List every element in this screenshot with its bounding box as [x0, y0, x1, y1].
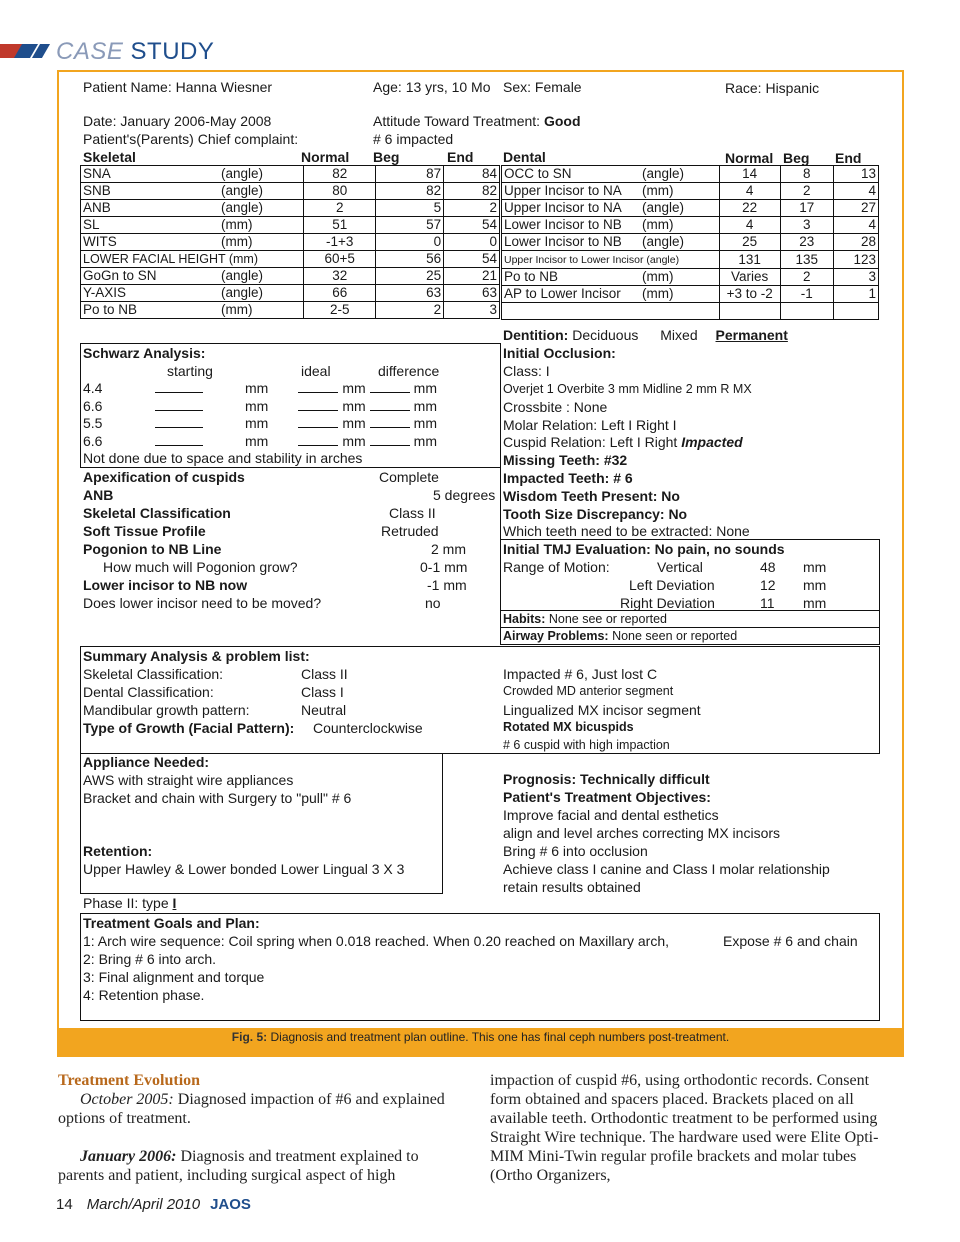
problem-item: Impacted # 6, Just lost C	[503, 666, 658, 682]
occlusion-divider	[500, 343, 501, 539]
skeletal-beg: 82	[376, 183, 444, 200]
summary-title: Summary Analysis & problem list:	[83, 648, 310, 664]
objective-item: retain results obtained	[503, 879, 641, 895]
measure-label: Y-AXIS	[83, 285, 127, 300]
occlusion-title: Initial Occlusion:	[503, 345, 616, 361]
dental-normal: 14	[719, 166, 780, 183]
table-row	[502, 286, 879, 303]
skeletal-normal: 80	[304, 183, 376, 200]
airway: Airway Problems: None seen or reported	[503, 629, 738, 643]
schwarz-col-difference: difference	[378, 363, 440, 379]
dental-measure	[502, 217, 720, 234]
appliance-line1: AWS with straight wire appliances	[83, 772, 294, 788]
retention: Upper Hawley & Lower bonded Lower Lingual 3 X 3	[83, 861, 405, 877]
skeletal-normal: 66	[304, 285, 376, 302]
pogonion-grow-label: How much will Pogonion grow?	[103, 559, 298, 575]
table-row	[81, 285, 500, 302]
paragraph-continued: impaction of cuspid #6, using orthodontic records. Consent form obtained and spacers placed. Brackets placed on all available teeth. Orthodontic treatment to be performed using Straight Wire technique. The hardware used were Elite Opti-MIM Mini-Twin regular profile brackets and molar tubes (Ortho Organizers,	[490, 1072, 879, 1184]
treatment-date: Date: January 2006-May 2008	[83, 113, 272, 129]
tmj-measure-label: Vertical	[657, 559, 703, 575]
skeletal-table	[80, 165, 500, 319]
dental-beg: 2	[780, 269, 833, 286]
skeletal-normal: 2	[304, 200, 376, 217]
skeletal-normal: 60+5	[304, 251, 376, 268]
unit: mm	[245, 415, 269, 431]
dental-table	[501, 165, 879, 320]
plan-side-note: Expose # 6 and chain	[723, 933, 858, 949]
summary-value: Class II	[301, 666, 348, 682]
summary-value: Counterclockwise	[313, 720, 423, 736]
dental-measure	[502, 269, 720, 286]
dental-end: 28	[833, 234, 878, 251]
skeletal-end-header: End	[447, 149, 474, 165]
problem-item: Rotated MX bicuspids	[503, 720, 634, 734]
dental-measure	[502, 166, 720, 183]
tmj-measure-value: 11	[760, 595, 775, 611]
anb-label: ANB	[83, 487, 114, 503]
schwarz-row-blanks	[151, 380, 437, 396]
appliance-title: Appliance Needed:	[83, 754, 210, 770]
measure-label: WITS	[83, 234, 117, 249]
measure-unit: (mm)	[221, 234, 253, 249]
skeletal-measure	[81, 268, 304, 285]
unit: mm	[342, 397, 366, 414]
measure-unit: (mm)	[221, 217, 253, 232]
dental-beg: 23	[780, 234, 833, 251]
unit: mm	[342, 415, 366, 431]
dental-normal-header: Normal	[725, 150, 774, 166]
pogonion-grow-value: 0-1 mm	[420, 559, 468, 575]
schwarz-row-label: 4.4	[83, 380, 103, 396]
measure-unit: (angle)	[642, 234, 685, 249]
dental-beg	[780, 303, 833, 320]
measure-label: Po to NB	[504, 269, 559, 284]
measure-unit: (angle)	[221, 285, 264, 300]
occlusion-class: Class: I	[503, 363, 550, 379]
incisor-move-label: Does lower incisor need to be moved?	[83, 595, 322, 611]
table-row	[502, 183, 879, 200]
skeletal-end: 84	[444, 166, 500, 183]
tmj-measure-label: Left Deviation	[629, 577, 715, 593]
plan-step: 4: Retention phase.	[83, 987, 205, 1003]
dental-end-header: End	[835, 150, 862, 166]
measure-unit: (angle)	[642, 200, 685, 215]
measure-label: SNB	[83, 183, 111, 198]
table-row	[81, 200, 500, 217]
issue: March/April 2010	[86, 1196, 201, 1213]
problem-item: # 6 cuspid with high impaction	[503, 738, 670, 752]
skeletal-header: Skeletal	[83, 149, 136, 165]
dental-beg: 2	[780, 183, 833, 200]
unit: mm	[413, 415, 437, 431]
measure-label: AP to Lower Incisor	[504, 286, 621, 301]
measure-unit: (mm)	[642, 269, 674, 284]
dental-measure	[502, 234, 720, 251]
table-row	[81, 302, 500, 319]
skeletal-beg-header: Beg	[373, 149, 400, 165]
table-row	[502, 269, 879, 286]
measure-unit: (mm)	[642, 183, 674, 198]
impacted-teeth: Impacted Teeth: # 6	[503, 470, 633, 486]
diagnosis-form	[59, 72, 902, 1028]
table-row	[502, 234, 879, 251]
dental-normal: 4	[719, 217, 780, 234]
measure-label: Lower Incisor to NB	[504, 217, 622, 232]
schwarz-box	[80, 343, 501, 468]
objective-item: Bring # 6 into occlusion	[503, 843, 648, 859]
measure-unit: (angle)	[221, 183, 264, 198]
measure-unit: (angle)	[221, 200, 264, 215]
skeletal-class-value: Class II	[389, 505, 436, 521]
table-row	[81, 251, 500, 268]
table-row	[502, 303, 879, 320]
tmj-box	[500, 539, 880, 645]
wisdom-teeth: Wisdom Teeth Present: No	[503, 488, 680, 504]
summary-box	[80, 646, 880, 754]
measure-unit: (angle)	[221, 166, 264, 181]
table-row	[81, 183, 500, 200]
tooth-size: Tooth Size Discrepancy: No	[503, 506, 688, 522]
phase: Phase II: type I	[83, 895, 177, 911]
skeletal-measure	[81, 234, 304, 251]
attitude: Attitude Toward Treatment: Good	[373, 113, 581, 129]
skeletal-normal-header: Normal	[301, 149, 350, 165]
skeletal-beg: 56	[376, 251, 444, 268]
summary-value: Class I	[301, 684, 344, 700]
dental-beg: 3	[780, 217, 833, 234]
table-row	[81, 166, 500, 183]
schwarz-row-label: 6.6	[83, 397, 103, 414]
apex-value: Complete	[379, 469, 439, 485]
table-row	[502, 166, 879, 183]
summary-label: Mandibular growth pattern:	[83, 702, 250, 718]
dental-end: 4	[833, 183, 878, 200]
plan-step: 2: Bring # 6 into arch.	[83, 951, 217, 967]
skeletal-measure	[81, 183, 304, 200]
extraction: Which teeth need to be extracted: None	[503, 523, 750, 539]
measure-unit: (mm)	[642, 286, 674, 301]
dental-measure	[502, 286, 720, 303]
occlusion-overjet: Overjet 1 Overbite 3 mm Midline 2 mm R MX	[503, 382, 752, 396]
incisor-move-value: no	[425, 595, 441, 611]
table-row	[81, 234, 500, 251]
pogonion-value: 2 mm	[431, 541, 466, 557]
dental-beg-header: Beg	[783, 150, 810, 166]
dental-normal: +3 to -2	[719, 286, 780, 303]
dental-measure	[502, 183, 720, 200]
table-row	[81, 268, 500, 285]
skeletal-end: 21	[444, 268, 500, 285]
unit: mm	[245, 380, 269, 396]
measure-unit: (mm)	[221, 302, 253, 317]
skeletal-beg: 63	[376, 285, 444, 302]
schwarz-note: Not done due to space and stability in arches	[83, 450, 363, 466]
tmj-measure-unit: mm	[803, 577, 827, 593]
tmj-measure-unit: mm	[803, 559, 827, 575]
skeletal-measure	[81, 302, 304, 319]
schwarz-title: Schwarz Analysis:	[83, 345, 206, 361]
objective-item: Achieve class I canine and Class I molar relationship	[503, 861, 830, 877]
unit: mm	[342, 380, 366, 396]
dental-end: 1	[833, 286, 878, 303]
missing-teeth: Missing Teeth: #32	[503, 452, 628, 468]
measure-unit: (angle)	[642, 166, 685, 181]
skeletal-beg: 2	[376, 302, 444, 319]
unit: mm	[245, 432, 269, 449]
dental-end: 27	[833, 200, 878, 217]
skeletal-end: 63	[444, 285, 500, 302]
measure-label: Po to NB	[83, 302, 138, 317]
dental-normal: Varies	[719, 269, 780, 286]
schwarz-row-blanks	[151, 415, 437, 431]
dental-end: 4	[833, 217, 878, 234]
measure-unit: (angle)	[221, 268, 264, 283]
measure-label: Upper Incisor to NA	[504, 183, 622, 198]
measure-label: LOWER FACIAL HEIGHT (mm)	[83, 252, 259, 266]
summary-label: Dental Classification:	[83, 684, 214, 700]
prognosis: Prognosis: Technically difficult	[503, 771, 710, 787]
skeletal-normal: 32	[304, 268, 376, 285]
dental-beg: -1	[780, 286, 833, 303]
unit: mm	[413, 432, 437, 449]
dental-end: 3	[833, 269, 878, 286]
table-row	[502, 200, 879, 217]
plan-box	[80, 913, 880, 1021]
measure-label: Lower Incisor to NB	[504, 234, 622, 249]
soft-tissue-label: Soft Tissue Profile	[83, 523, 206, 539]
dental-end: 13	[833, 166, 878, 183]
paragraph-january: January 2006: Diagnosis and treatment explained to parents and patient, including surgical aspect of high	[58, 1148, 419, 1184]
skeletal-beg: 87	[376, 166, 444, 183]
schwarz-row-label: 6.6	[83, 432, 103, 449]
unit: mm	[342, 432, 366, 449]
dental-normal: 22	[719, 200, 780, 217]
skeletal-normal: 2-5	[304, 302, 376, 319]
unit: mm	[413, 397, 437, 414]
dental-beg: 135	[780, 251, 833, 269]
measure-label: GoGn to SN	[83, 268, 157, 283]
table-row	[502, 251, 879, 269]
patient-race: Race: Hispanic	[725, 80, 820, 96]
summary-label: Type of Growth (Facial Pattern):	[83, 720, 295, 736]
measure-label: Upper Incisor to NA	[504, 200, 622, 215]
dental-measure	[502, 200, 720, 217]
skeletal-beg: 25	[376, 268, 444, 285]
skeletal-class-label: Skeletal Classification	[83, 505, 231, 521]
summary-value: Neutral	[301, 702, 347, 718]
dental-normal: 131	[719, 251, 780, 269]
measure-label: ANB	[83, 200, 111, 215]
soft-tissue-value: Retruded	[381, 523, 439, 539]
habits: Habits: None see or reported	[503, 612, 667, 626]
tmj-title: Initial TMJ Evaluation: No pain, no sounds	[503, 541, 785, 557]
measure-unit: (mm)	[642, 217, 674, 232]
dental-beg: 8	[780, 166, 833, 183]
section-title: CASE STUDY	[56, 38, 215, 65]
dental-normal: 25	[719, 234, 780, 251]
patient-age: Age: 13 yrs, 10 Mo	[373, 79, 491, 95]
measure-label: SL	[83, 217, 100, 232]
problem-item: Lingualized MX incisor segment	[503, 702, 701, 718]
unit: mm	[245, 397, 269, 414]
skeletal-measure	[81, 200, 304, 217]
dental-measure	[502, 251, 720, 269]
paragraph-october: October 2005: Diagnosed impaction of #6 and explained options of treatment.	[58, 1091, 445, 1127]
tmj-measure-value: 12	[760, 577, 776, 593]
skeletal-end: 2	[444, 200, 500, 217]
range-of-motion: Range of Motion:	[503, 559, 610, 575]
molar-relation: Molar Relation: Left I Right I	[503, 417, 677, 433]
dental-header: Dental	[503, 149, 546, 165]
figure-caption: Fig. 5: Diagnosis and treatment plan outline. This one has final ceph numbers post-treatment.	[231, 1030, 730, 1044]
tmj-measure-label: Right Deviation	[620, 595, 715, 611]
plan-step: 3: Final alignment and torque	[83, 969, 265, 985]
unit: mm	[413, 380, 437, 396]
measure-label: Upper Incisor to Lower Incisor (angle)	[504, 254, 680, 266]
skeletal-end: 54	[444, 217, 500, 234]
page-footer	[56, 1196, 251, 1213]
lower-incisor-value: -1 mm	[427, 577, 467, 593]
skeletal-beg: 57	[376, 217, 444, 234]
measure-label: OCC to SN	[504, 166, 572, 181]
schwarz-row-blanks	[151, 398, 437, 414]
plan-title: Treatment Goals and Plan:	[83, 915, 260, 931]
measure-label: SNA	[83, 166, 111, 181]
dental-normal	[719, 303, 780, 320]
article-right-column	[490, 1071, 900, 1185]
skeletal-measure	[81, 166, 304, 183]
skeletal-end: 82	[444, 183, 500, 200]
table-row	[502, 217, 879, 234]
objective-item: align and level arches correcting MX incisors	[503, 825, 781, 841]
skeletal-end: 54	[444, 251, 500, 268]
skeletal-normal: 82	[304, 166, 376, 183]
skeletal-measure	[81, 217, 304, 234]
anb-value: 5 degrees	[433, 487, 496, 503]
cuspid-relation: Cuspid Relation: Left I Right Impacted	[503, 434, 743, 450]
plan-step: 1: Arch wire sequence: Coil spring when 0.018 reached. When 0.20 reached on Maxillary arch,	[83, 933, 669, 949]
problem-item: Crowded MD anterior segment	[503, 684, 674, 698]
section-heading: Treatment Evolution	[58, 1072, 201, 1089]
dental-end	[833, 303, 878, 320]
skeletal-end: 0	[444, 234, 500, 251]
skeletal-beg: 0	[376, 234, 444, 251]
dental-measure	[502, 303, 720, 320]
dental-normal: 4	[719, 183, 780, 200]
chief-complaint: # 6 impacted	[373, 131, 454, 147]
appliance-box	[80, 753, 443, 894]
patient-name: Patient Name: Hanna Wiesner	[83, 79, 273, 95]
figure-5	[57, 70, 904, 1057]
skeletal-normal: -1+3	[304, 234, 376, 251]
pogonion-label: Pogonion to NB Line	[83, 541, 222, 557]
objective-item: Improve facial and dental esthetics	[503, 807, 719, 823]
schwarz-row-label: 5.5	[83, 415, 103, 431]
summary-label: Skeletal Classification:	[83, 666, 224, 682]
dental-end: 123	[833, 251, 878, 269]
skeletal-measure	[81, 285, 304, 302]
retention-title: Retention:	[83, 843, 153, 859]
schwarz-col-starting: starting	[167, 363, 213, 379]
article-left-column	[58, 1071, 468, 1185]
skeletal-beg: 5	[376, 200, 444, 217]
chief-complaint-label: Patient's(Parents) Chief complaint:	[83, 131, 299, 147]
patient-sex: Sex: Female	[503, 79, 582, 95]
appliance-line2: Bracket and chain with Surgery to "pull" # 6	[83, 790, 352, 806]
dental-beg: 17	[780, 200, 833, 217]
tmj-measure-unit: mm	[803, 595, 827, 611]
tmj-measure-value: 48	[760, 559, 776, 575]
apex-label: Apexification of cuspids	[83, 469, 245, 485]
skeletal-measure	[81, 251, 304, 268]
objectives-title: Patient's Treatment Objectives:	[503, 789, 711, 805]
occlusion-crossbite: Crossbite : None	[503, 399, 608, 415]
schwarz-row-blanks	[151, 433, 437, 449]
schwarz-col-ideal: ideal	[301, 363, 331, 379]
lower-incisor-label: Lower incisor to NB now	[83, 577, 248, 593]
page-number: 14	[56, 1196, 73, 1213]
journal-name: JAOS	[210, 1196, 251, 1213]
skeletal-end: 3	[444, 302, 500, 319]
table-row	[81, 217, 500, 234]
skeletal-normal: 51	[304, 217, 376, 234]
dentition: Dentition: Deciduous Mixed Permanent	[503, 327, 788, 343]
